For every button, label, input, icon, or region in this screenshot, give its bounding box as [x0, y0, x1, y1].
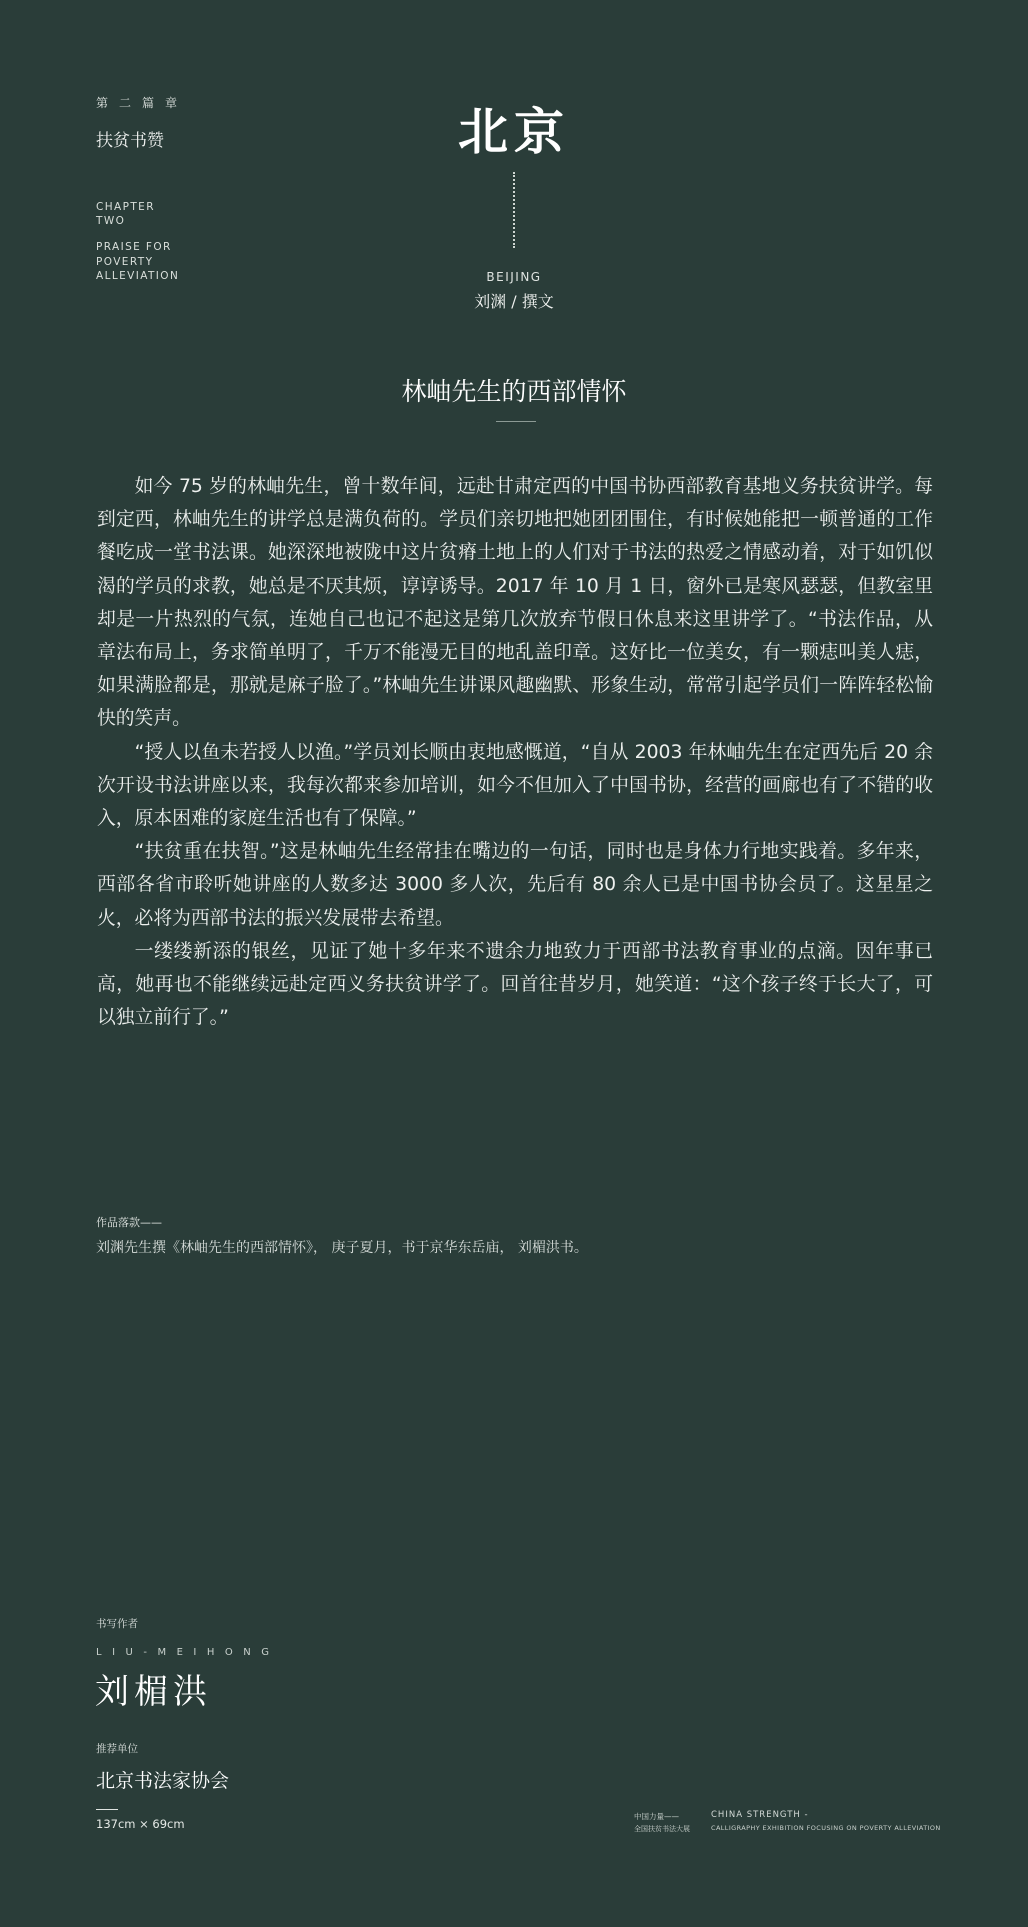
writer-label: 书写作者 — [96, 1618, 138, 1630]
title-underline — [496, 421, 536, 422]
artwork-size: 137cm × 69cm — [96, 1817, 185, 1831]
city-en-label: BEIJING — [486, 270, 542, 284]
writer-pinyin: LIU-MEIHONG — [96, 1647, 280, 1658]
inscription-label: 作品落款—— — [96, 1216, 162, 1229]
chapter-theme-line: ALLEVIATION — [96, 270, 180, 282]
logo-cn-line: 全国扶贫书法大展 — [634, 1825, 690, 1833]
chapter-en-line: CHAPTER — [96, 201, 155, 213]
article-paragraph: “授人以鱼未若授人以渔。”学员刘长顺由衷地感慨道，“自从 2003 年林岫先生在定西先后 20 余次开设书法讲座以来，我每次都来参加培训，如今不但加入了中国书协，经营的画廊也有了不错的收入，原本困难的家庭生活也有了保障。” — [97, 741, 933, 830]
size-divider — [96, 1809, 118, 1810]
author-credit: 刘渊 / 撰文 — [474, 292, 554, 311]
recommend-org: 北京书法家协会 — [96, 1770, 230, 1792]
article-body — [97, 470, 933, 1034]
chapter-subtitle: 扶贫书赞 — [96, 131, 164, 151]
chapter-theme-line: POVERTY — [96, 255, 154, 268]
dotted-divider — [513, 172, 515, 248]
article-title: 林岫先生的西部情怀 — [401, 377, 627, 406]
logo-cn-line: 中国力量—— — [634, 1812, 679, 1821]
article-paragraph: 如今 75 岁的林岫先生，曾十数年间，远赴甘肃定西的中国书协西部教育基地义务扶贫讲学。每到定西，林岫先生的讲学总是满负荷的。学员们亲切地把她团团围住，有时候她能把一顿普通的工作餐吃成一堂书法课。她深深地被陇中这片贫瘠土地上的人们对于书法的热爱之情感动着，对于如饥似渴的学员的求教，她总是不厌其烦，谆谆诱导。2017 年 10 月 1 日，窗外已是寒风瑟瑟，但教室里却是一片热烈的气氛，连她自己也记不起这是第几次放弃节假日休息来这里讲学了。“书法作品，从章法布局上，务求简单明了，千万不能漫无目的地乱盖印章。这好比一位美女，有一颗痣叫美人痣，如果满脸都是，那就是麻子脸了。”林岫先生讲课风趣幽默、形象生动，常常引起学员们一阵阵轻松愉快的笑声。 — [97, 476, 933, 730]
article-paragraph: “扶贫重在扶智。”这是林岫先生经常挂在嘴边的一句话，同时也是身体力行地实践着。多年来，西部各省市聆听她讲座的人数多达 3000 多人次，先后有 80 余人已是中国书协会员了。这星星之火，必将为西部书法的振兴发展带去希望。 — [97, 841, 933, 929]
inscription-text: 刘渊先生撰《林岫先生的西部情怀》， 庚子夏月，书于京华东岳庙， 刘楣洪书。 — [96, 1240, 588, 1256]
chapter-en-label — [96, 200, 155, 228]
article-paragraph: 一缕缕新添的银丝，见证了她十多年来不遗余力地致力于西部书法教育事业的点滴。因年事已高，她再也不能继续远赴定西义务扶贫讲学了。回首往昔岁月，她笑道：“这个孩子终于长大了，可以独立前行了。” — [97, 940, 933, 1029]
city-title: 北京 — [458, 102, 570, 161]
recommend-label: 推荐单位 — [96, 1743, 138, 1755]
logo-en-line: CHINA STRENGTH - — [711, 1810, 809, 1820]
chapter-en-line: TWO — [96, 215, 126, 227]
chapter-theme-line: PRAISE FOR — [96, 241, 172, 253]
logo-en-line: CALLIGRAPHY EXHIBITION FOCUSING ON POVERTY ALLEVIATION — [711, 1824, 941, 1832]
writer-name: 刘楣洪 — [95, 1672, 212, 1712]
chapter-number: 第二篇章 — [96, 96, 189, 110]
